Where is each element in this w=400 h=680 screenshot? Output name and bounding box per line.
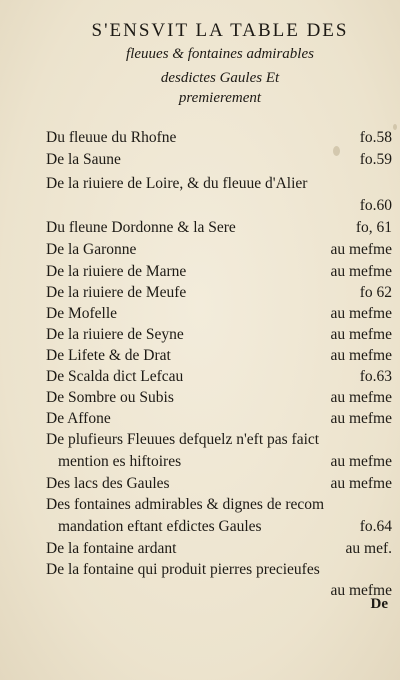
entry-folio: au mefme bbox=[330, 347, 392, 364]
entry-title: De la riuiere de Marne bbox=[46, 263, 187, 280]
entry-title: Du fleuue du Rhofne bbox=[46, 129, 177, 146]
table-entry bbox=[0, 560, 400, 580]
entry-folio: au mefme bbox=[330, 326, 392, 343]
entry-title: De plufieurs Fleuues defquelz n'eft pas faict bbox=[46, 431, 320, 448]
entry-folio: fo.60 bbox=[359, 197, 392, 214]
entry-title: De la riuiere de Seyne bbox=[46, 326, 184, 343]
table-entry bbox=[0, 517, 400, 537]
table-entry bbox=[0, 262, 400, 282]
entry-folio: au mefme bbox=[330, 389, 392, 406]
table-entry bbox=[0, 196, 400, 216]
table-entry bbox=[0, 283, 400, 303]
table-entry bbox=[0, 128, 400, 148]
entry-folio: fo.64 bbox=[359, 518, 392, 535]
entry-title: De la riuiere de Loire, & du fleuue d'Alier bbox=[46, 175, 308, 192]
catchword: De bbox=[370, 596, 388, 612]
entry-folio: au mefme bbox=[330, 410, 392, 427]
entry-title: De Scalda dict Lefcau bbox=[46, 368, 184, 385]
table-heading: S'ENSVIT LA TABLE DES bbox=[91, 20, 349, 41]
entry-title: Des lacs des Gaules bbox=[46, 475, 170, 492]
heading-subtitle-2: desdictes Gaules Et bbox=[160, 70, 280, 86]
entry-title: De Sombre ou Subis bbox=[46, 389, 174, 406]
entry-title: De la riuiere de Meufe bbox=[46, 284, 187, 301]
table-entry bbox=[0, 388, 400, 408]
table-entry bbox=[0, 218, 400, 238]
entry-title: De Lifete & de Drat bbox=[46, 347, 171, 364]
entry-title: Du fleune Dordonne & la Sere bbox=[46, 219, 236, 236]
table-entry bbox=[0, 174, 400, 194]
table-entry bbox=[0, 430, 400, 450]
entry-folio: au mef. bbox=[345, 540, 392, 557]
entry-title: De la fontaine ardant bbox=[46, 540, 177, 557]
entry-folio: au mefme bbox=[330, 453, 392, 470]
table-entry bbox=[0, 409, 400, 429]
table-entry bbox=[0, 539, 400, 559]
table-entry bbox=[0, 367, 400, 387]
entry-folio: fo.58 bbox=[359, 129, 392, 146]
heading-subtitle-1: fleuues & fontaines admirables bbox=[126, 46, 314, 62]
table-entry bbox=[0, 304, 400, 324]
entry-title: De Affone bbox=[46, 410, 111, 427]
entry-title: De la fontaine qui produit pierres precieufes bbox=[46, 561, 320, 578]
entry-folio: fo.63 bbox=[359, 368, 392, 385]
heading-subtitle-3: premierement bbox=[178, 90, 262, 106]
table-entry bbox=[0, 495, 400, 515]
entry-folio: fo, 61 bbox=[355, 219, 392, 236]
entry-folio: au mefme bbox=[330, 475, 392, 492]
entry-folio: au mefme bbox=[330, 582, 392, 599]
entry-folio: au mefme bbox=[330, 305, 392, 322]
entry-title: Des fontaines admirables & dignes de recom bbox=[46, 496, 325, 513]
entry-folio: fo 62 bbox=[359, 284, 392, 301]
entry-folio: fo.59 bbox=[359, 151, 392, 168]
entry-title: mention es hiftoires bbox=[58, 453, 182, 470]
table-entry bbox=[0, 325, 400, 345]
entry-folio: au mefme bbox=[330, 241, 392, 258]
table-entry bbox=[0, 346, 400, 366]
entry-folio: au mefme bbox=[330, 263, 392, 280]
table-entry bbox=[0, 150, 400, 170]
table-entry bbox=[0, 581, 400, 601]
table-entry bbox=[0, 452, 400, 472]
table-entry bbox=[0, 474, 400, 494]
entry-title: De la Garonne bbox=[46, 241, 137, 258]
table-entry bbox=[0, 240, 400, 260]
entry-title: De Mofelle bbox=[46, 305, 118, 322]
entry-title: mandation eftant efdictes Gaules bbox=[58, 518, 262, 535]
entry-title: De la Saune bbox=[46, 151, 121, 168]
